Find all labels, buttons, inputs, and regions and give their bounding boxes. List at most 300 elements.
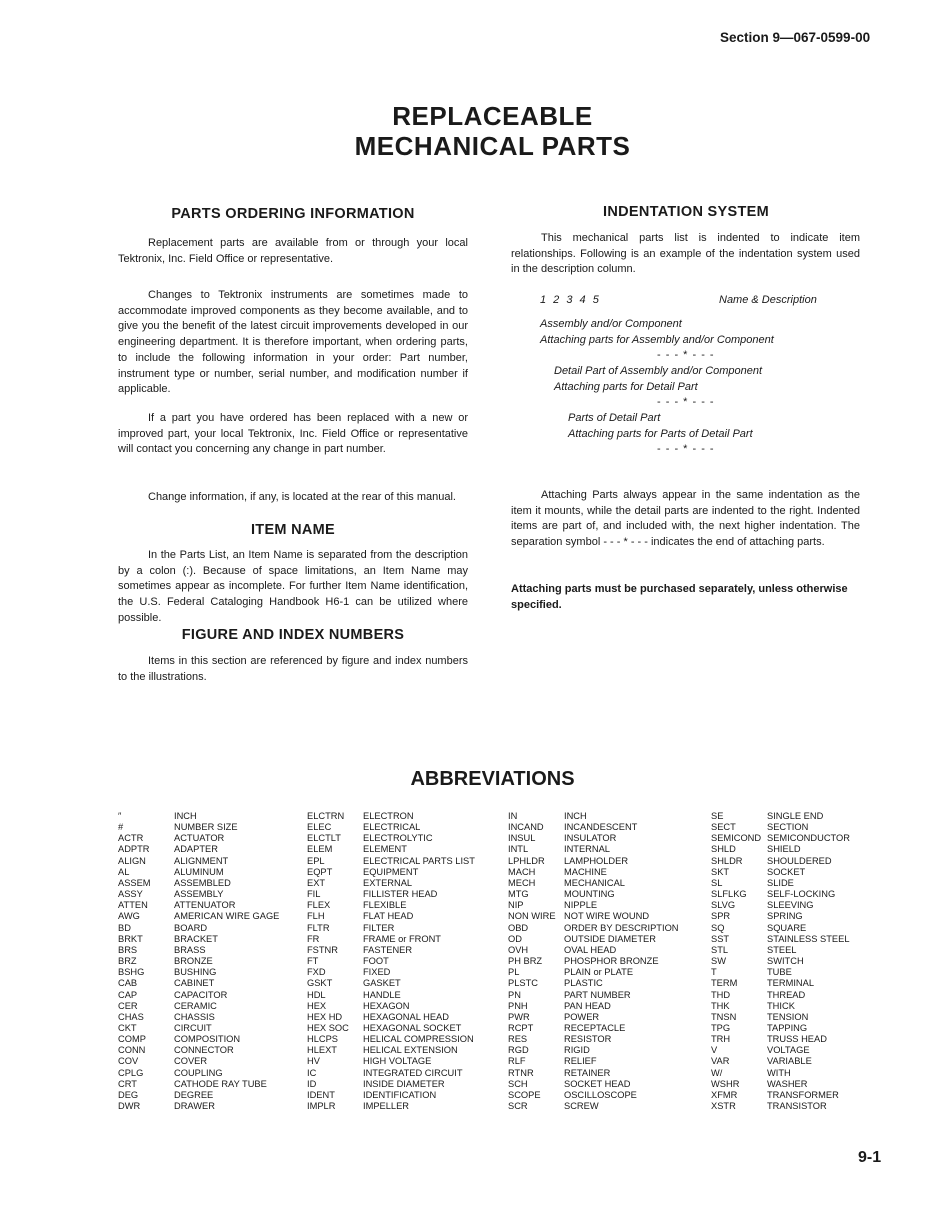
abbreviation-meaning: MACHINE [564, 866, 607, 877]
abbreviation: W/ [711, 1067, 723, 1078]
abbreviation-row [508, 945, 679, 956]
abbreviation: CKT [118, 1022, 137, 1033]
abbreviation: ELEC [307, 822, 332, 833]
abbreviation-row [711, 934, 850, 945]
abbreviation: NIP [508, 900, 524, 911]
abbreviation-meaning: IMPELLER [363, 1101, 409, 1112]
abbreviation-row [118, 889, 279, 900]
abbreviation: MACH [508, 866, 536, 877]
abbreviation: LPHLDR [508, 855, 545, 866]
abbreviation-row [307, 889, 475, 900]
abbreviation-row [508, 822, 679, 833]
abbreviation: COMP [118, 1034, 146, 1045]
abbreviation-meaning: SOCKET HEAD [564, 1078, 631, 1089]
abbreviation: IDENT [307, 1089, 335, 1100]
abbreviation-meaning: ORDER BY DESCRIPTION [564, 922, 679, 933]
abbreviation: BRS [118, 944, 138, 955]
abbreviation: CONN [118, 1045, 146, 1056]
abbreviation: T [711, 967, 717, 978]
abbreviation: OBD [508, 922, 529, 933]
abbreviation-row [508, 1056, 679, 1067]
abbreviation-meaning: FLAT HEAD [363, 911, 414, 922]
abbreviation: RLF [508, 1056, 526, 1067]
abbreviation: ATTEN [118, 900, 148, 911]
abbreviation-row [307, 1101, 475, 1112]
separator-symbol: - - - * - - - [657, 349, 715, 361]
abbreviation: ELEM [307, 844, 333, 855]
abbreviation-meaning: RESISTOR [564, 1034, 612, 1045]
abbreviation-row [307, 956, 475, 967]
page-number: 9-1 [858, 1149, 882, 1166]
abbreviation: IMPLR [307, 1101, 336, 1112]
abbreviation: THK [711, 1000, 730, 1011]
example-line: Parts of Detail Part [568, 412, 661, 424]
abbreviation-meaning: RETAINER [564, 1067, 611, 1078]
abbreviation-meaning: SLIDE [767, 877, 794, 888]
abbreviation-row [118, 934, 279, 945]
abbreviation: ADPTR [118, 844, 150, 855]
abbreviation: MECH [508, 877, 536, 888]
abbreviation: SLVG [711, 900, 736, 911]
abbreviation-meaning: SOCKET [767, 866, 806, 877]
abbreviation-meaning: SPRING [767, 911, 803, 922]
abbreviation-row [307, 911, 475, 922]
abbreviation-row [508, 956, 679, 967]
abbreviation-meaning: POWER [564, 1011, 600, 1022]
abbreviation-row [711, 956, 850, 967]
abbreviation: ID [307, 1078, 317, 1089]
abbreviation-meaning: LAMPHOLDER [564, 855, 629, 866]
abbreviation: DEG [118, 1089, 139, 1100]
abbreviation-meaning: SQUARE [767, 922, 807, 933]
abbreviation-meaning: ADAPTER [174, 844, 218, 855]
abbreviation: PL [508, 967, 520, 978]
abbreviation: VAR [711, 1056, 730, 1067]
abbreviation: HEX HD [307, 1011, 343, 1022]
figure-index-heading: FIGURE AND INDEX NUMBERS [181, 627, 405, 643]
abbreviation: SKT [711, 866, 730, 877]
abbreviations-column [118, 811, 279, 1112]
abbreviation-row [118, 833, 279, 844]
indentation-heading: INDENTATION SYSTEM [603, 204, 769, 220]
abbreviation-row [508, 1101, 679, 1112]
abbreviation-meaning: TAPPING [767, 1022, 808, 1033]
abbreviation: EQPT [307, 866, 333, 877]
abbreviation: SQ [711, 922, 725, 933]
abbreviation: XSTR [711, 1101, 736, 1112]
parts-ordering-paragraph-4: Change information, if any, is located at the rear of this manual. [148, 491, 456, 503]
abbreviation: IC [307, 1067, 317, 1078]
abbreviation-meaning: NUMBER SIZE [174, 822, 238, 833]
abbreviation-meaning: PHOSPHOR BRONZE [564, 956, 659, 967]
abbreviation-row [711, 811, 850, 822]
abbreviation-row [118, 856, 279, 867]
abbreviation-row [307, 923, 475, 934]
abbreviation: MTG [508, 889, 529, 900]
abbreviation-row [307, 844, 475, 855]
abbreviation-meaning: ELEMENT [363, 844, 407, 855]
abbreviation-row [711, 1079, 850, 1090]
abbreviation-meaning: IDENTIFICATION [363, 1089, 437, 1100]
abbreviation-row [118, 990, 279, 1001]
example-name-description: Name & Description [719, 294, 817, 306]
abbreviation-row [307, 1090, 475, 1101]
abbreviation-meaning: THICK [767, 1000, 795, 1011]
abbreviation-row [711, 833, 850, 844]
abbreviation-row [711, 923, 850, 934]
abbreviation-row [711, 911, 850, 922]
abbreviation-row [118, 1001, 279, 1012]
abbreviation-meaning: COUPLING [174, 1067, 223, 1078]
abbreviation-row [118, 1101, 279, 1112]
abbreviation-row [508, 844, 679, 855]
abbreviation-row [118, 911, 279, 922]
abbreviation: COV [118, 1056, 139, 1067]
abbreviation-meaning: WITH [767, 1067, 791, 1078]
abbreviation-meaning: CERAMIC [174, 1000, 217, 1011]
item-name-paragraph: In the Parts List, an Item Name is separated from the description by a colon (:). Because of space limitations, an Item Name may sometimes appear as incomplete. For further Item Name identification, the U.S. Federal Cataloging Handbook H6-1 can be utilized where possible. [118, 549, 468, 624]
abbreviation: FLEX [307, 900, 331, 911]
abbreviation-row [307, 945, 475, 956]
abbreviation-row [508, 878, 679, 889]
abbreviation-meaning: ELECTRICAL [363, 822, 421, 833]
abbreviation: SPR [711, 911, 731, 922]
abbreviation-meaning: COMPOSITION [174, 1034, 241, 1045]
abbreviation-meaning: BUSHING [174, 967, 217, 978]
abbreviation: GSKT [307, 978, 333, 989]
abbreviation: WSHR [711, 1078, 740, 1089]
indentation-intro: This mechanical parts list is indented to indicate item relationships. Following is an example of the indentation system used in the description column. [511, 232, 860, 276]
abbreviation-row [307, 1056, 475, 1067]
abbreviation-row [118, 1034, 279, 1045]
abbreviation-meaning: FRAME or FRONT [363, 933, 441, 944]
abbreviation-row [508, 1034, 679, 1045]
attaching-parts-paragraph: Attaching Parts always appear in the same indentation as the item it mounts, while the detail parts are indented to the right. Indented items are part of, and included with, the next higher indentation. The separation symbol - - - * - - - indicates the end of attaching parts. [511, 489, 860, 549]
abbreviation-meaning: MECHANICAL [564, 877, 625, 888]
abbreviation-row [711, 867, 850, 878]
abbreviation-row [118, 822, 279, 833]
abbreviation: AWG [118, 911, 140, 922]
abbreviation-meaning: THREAD [767, 989, 806, 1000]
item-name-heading: ITEM NAME [250, 522, 336, 538]
abbreviation: OD [508, 933, 522, 944]
abbreviation-meaning: HEXAGONAL HEAD [363, 1011, 449, 1022]
abbreviation-meaning: ASSEMBLED [174, 877, 231, 888]
abbreviation: TERM [711, 978, 738, 989]
abbreviation: XFMR [711, 1089, 738, 1100]
abbreviation: CRT [118, 1078, 137, 1089]
abbreviation: HLEXT [307, 1045, 337, 1056]
abbreviation: ACTR [118, 833, 144, 844]
abbreviation-row [711, 1068, 850, 1079]
abbreviation-row [118, 967, 279, 978]
abbreviation: BD [118, 922, 131, 933]
abbreviations-heading: ABBREVIATIONS [410, 768, 575, 790]
abbreviation-row [711, 856, 850, 867]
abbreviation-row [508, 856, 679, 867]
abbreviation: INSUL [508, 833, 536, 844]
abbreviation-row [711, 945, 850, 956]
abbreviation-meaning: AMERICAN WIRE GAGE [174, 911, 280, 922]
attaching-parts-note: Attaching parts must be purchased separately, unless otherwise specified. [511, 583, 848, 611]
abbreviation: V [711, 1045, 718, 1056]
abbreviation-meaning: NIPPLE [564, 900, 598, 911]
abbreviation: SCOPE [508, 1089, 541, 1100]
abbreviation-meaning: CATHODE RAY TUBE [174, 1078, 267, 1089]
abbreviation-row [711, 1045, 850, 1056]
abbreviation: HDL [307, 989, 326, 1000]
abbreviation-row [711, 1034, 850, 1045]
section-header: Section 9—067-0599-00 [720, 30, 871, 45]
abbreviation-meaning: CIRCUIT [174, 1022, 212, 1033]
abbreviation: TPG [711, 1022, 731, 1033]
abbreviation-row [307, 1012, 475, 1023]
abbreviation: SW [711, 956, 726, 967]
abbreviation: RGD [508, 1045, 529, 1056]
abbreviation: SECT [711, 822, 736, 833]
abbreviation-meaning: MOUNTING [564, 889, 615, 900]
abbreviation: TNSN [711, 1011, 737, 1022]
abbreviation-row [711, 844, 850, 855]
abbreviation-row [307, 967, 475, 978]
abbreviation-row [508, 911, 679, 922]
abbreviation: RTNR [508, 1067, 534, 1078]
abbreviation-row [118, 878, 279, 889]
abbreviation-meaning: PLAIN or PLATE [564, 967, 634, 978]
abbreviation-row [118, 1045, 279, 1056]
abbreviation: PWR [508, 1011, 530, 1022]
abbreviation: ASSY [118, 889, 143, 900]
abbreviation-meaning: PAN HEAD [564, 1000, 611, 1011]
abbreviation: # [118, 822, 124, 833]
abbreviation-row [711, 878, 850, 889]
example-line: Attaching parts for Detail Part [554, 381, 698, 393]
abbreviation-row [711, 1001, 850, 1012]
abbreviation-row [711, 978, 850, 989]
abbreviation-row [307, 856, 475, 867]
abbreviation-meaning: INCH [564, 811, 587, 821]
abbreviation-meaning: HELICAL EXTENSION [363, 1045, 458, 1056]
abbreviation-meaning: COVER [174, 1056, 208, 1067]
abbreviation: NON WIRE [508, 911, 556, 922]
abbreviation: SEMICOND [711, 833, 762, 844]
abbreviation-meaning: HEXAGON [363, 1000, 410, 1011]
abbreviation: RCPT [508, 1022, 534, 1033]
abbreviation-meaning: CHASSIS [174, 1011, 215, 1022]
abbreviation-row [307, 934, 475, 945]
abbreviations-column [508, 811, 679, 1112]
abbreviation: BRZ [118, 956, 137, 967]
abbreviation-meaning: RIGID [564, 1045, 590, 1056]
abbreviation-meaning: SHOULDERED [767, 855, 832, 866]
separator-symbol: - - - * - - - [657, 396, 715, 408]
abbreviation: EXT [307, 877, 326, 888]
abbreviation-meaning: VOLTAGE [767, 1045, 810, 1056]
abbreviation-row [118, 1090, 279, 1101]
abbreviation-row [118, 945, 279, 956]
abbreviation: ELCTLT [307, 833, 341, 844]
abbreviation-meaning: EXTERNAL [363, 877, 413, 888]
abbreviation-row [508, 867, 679, 878]
abbreviation-meaning: ELECTRICAL PARTS LIST [363, 855, 475, 866]
abbreviation-meaning: INTERNAL [564, 844, 610, 855]
abbreviation-row [508, 1079, 679, 1090]
parts-ordering-heading: PARTS ORDERING INFORMATION [171, 206, 415, 222]
abbreviation: BSHG [118, 967, 145, 978]
abbreviation-meaning: RECEPTACLE [564, 1022, 626, 1033]
abbreviation: PNH [508, 1000, 528, 1011]
abbreviation-meaning: TRANSFORMER [767, 1089, 839, 1100]
abbreviation-row [307, 1034, 475, 1045]
abbreviation-meaning: SINGLE END [767, 811, 824, 821]
abbreviation-meaning: INSIDE DIAMETER [363, 1078, 445, 1089]
example-line: Assembly and/or Component [540, 318, 682, 330]
abbreviation-row [118, 956, 279, 967]
abbreviation-meaning: HIGH VOLTAGE [363, 1056, 432, 1067]
abbreviation-row [508, 990, 679, 1001]
abbreviation: CAP [118, 989, 138, 1000]
abbreviation-meaning: WASHER [767, 1078, 808, 1089]
abbreviation: STL [711, 944, 729, 955]
abbreviation-meaning: CONNECTOR [174, 1045, 234, 1056]
abbreviation-meaning: EQUIPMENT [363, 866, 419, 877]
abbreviation-meaning: CABINET [174, 978, 215, 989]
abbreviation-row [711, 1056, 850, 1067]
abbreviation-row [711, 889, 850, 900]
abbreviation-row [307, 900, 475, 911]
abbreviation-row [508, 1001, 679, 1012]
abbreviation: HEX SOC [307, 1022, 349, 1033]
abbreviation-row [508, 978, 679, 989]
abbreviation-row [508, 1068, 679, 1079]
abbreviation-row [508, 889, 679, 900]
abbreviation-row [711, 1023, 850, 1034]
abbreviation-meaning: VARIABLE [767, 1056, 812, 1067]
abbreviation-meaning: GASKET [363, 978, 401, 989]
abbreviation-meaning: SWITCH [767, 956, 804, 967]
abbreviation-meaning: STEEL [767, 944, 797, 955]
abbreviation-row [508, 1012, 679, 1023]
abbreviation-row [711, 1090, 850, 1101]
abbreviation-row [508, 967, 679, 978]
abbreviation-meaning: INCANDESCENT [564, 822, 638, 833]
abbreviation: ELCTRN [307, 811, 345, 821]
abbreviation: FIL [307, 889, 321, 900]
abbreviation: HEX [307, 1000, 327, 1011]
abbreviation-meaning: FIXED [363, 967, 391, 978]
example-line: Attaching parts for Parts of Detail Part [568, 428, 753, 440]
abbreviation: FXD [307, 967, 326, 978]
abbreviation-meaning: DEGREE [174, 1089, 214, 1100]
abbreviation: INTL [508, 844, 529, 855]
abbreviation: SHLDR [711, 855, 743, 866]
abbreviation-meaning: ASSEMBLY [174, 889, 224, 900]
abbreviation-meaning: SECTION [767, 822, 809, 833]
abbreviation-row [711, 822, 850, 833]
abbreviation-meaning: INSULATOR [564, 833, 617, 844]
abbreviation-row [307, 990, 475, 1001]
abbreviation-meaning: FASTENER [363, 944, 413, 955]
abbreviation-row [118, 923, 279, 934]
abbreviation-row [118, 844, 279, 855]
abbreviation-row [508, 1090, 679, 1101]
abbreviation-meaning: ACTUATOR [174, 833, 225, 844]
abbreviation-meaning: FOOT [363, 956, 389, 967]
abbreviation: SL [711, 877, 723, 888]
abbreviation-meaning: TRUSS HEAD [767, 1034, 827, 1045]
abbreviation: EPL [307, 855, 325, 866]
abbreviation-meaning: PART NUMBER [564, 989, 631, 1000]
abbreviation-meaning: ALUMINUM [174, 866, 224, 877]
abbreviation: AL [118, 866, 130, 877]
abbreviation: CER [118, 1000, 138, 1011]
abbreviation-meaning: FLEXIBLE [363, 900, 407, 911]
abbreviation-meaning: ALIGNMENT [174, 855, 229, 866]
example-level-numbers: 1 2 3 4 5 [540, 294, 601, 306]
abbreviation: ALIGN [118, 855, 146, 866]
abbreviation-meaning: TRANSISTOR [767, 1101, 827, 1112]
abbreviation-meaning: ELECTROLYTIC [363, 833, 433, 844]
abbreviation-row [711, 990, 850, 1001]
abbreviation-row [118, 811, 279, 822]
abbreviation-meaning: PLASTIC [564, 978, 603, 989]
abbreviation: CPLG [118, 1067, 144, 1078]
abbreviation: FR [307, 933, 320, 944]
abbreviations-column [711, 811, 850, 1112]
abbreviation-meaning: STAINLESS STEEL [767, 933, 850, 944]
abbreviation: SCH [508, 1078, 528, 1089]
abbreviation-row [508, 811, 679, 822]
abbreviation-row [307, 1068, 475, 1079]
abbreviation: PH BRZ [508, 956, 543, 967]
abbreviation-row [307, 1001, 475, 1012]
abbreviation-row [307, 867, 475, 878]
abbreviation: HV [307, 1056, 320, 1067]
abbreviation: SLFLKG [711, 889, 747, 900]
abbreviation: SHLD [711, 844, 736, 855]
abbreviation: TRH [711, 1034, 731, 1045]
abbreviation: DWR [118, 1101, 141, 1112]
abbreviation-meaning: OSCILLOSCOPE [564, 1089, 637, 1100]
abbreviation-meaning: SELF-LOCKING [767, 889, 836, 900]
abbreviation-row [711, 1101, 850, 1112]
abbreviation-row [508, 1045, 679, 1056]
abbreviation-meaning: TENSION [767, 1011, 809, 1022]
abbreviation-row [711, 900, 850, 911]
abbreviation: FLTR [307, 922, 330, 933]
abbreviation-row [118, 1023, 279, 1034]
separator-symbol: - - - * - - - [657, 443, 715, 455]
abbreviation-meaning: HELICAL COMPRESSION [363, 1034, 474, 1045]
abbreviation: FSTNR [307, 944, 338, 955]
abbreviation-meaning: BOARD [174, 922, 208, 933]
abbreviation-meaning: TUBE [767, 967, 792, 978]
abbreviation: ASSEM [118, 877, 151, 888]
abbreviation: CAB [118, 978, 138, 989]
abbreviation-meaning: SLEEVING [767, 900, 814, 911]
abbreviation: PLSTC [508, 978, 538, 989]
page-title [0, 101, 950, 161]
abbreviation-meaning: TERMINAL [767, 978, 815, 989]
abbreviation-row [508, 1023, 679, 1034]
abbreviation-row [307, 1045, 475, 1056]
abbreviation-meaning: FILTER [363, 922, 395, 933]
abbreviation-row [118, 1056, 279, 1067]
abbreviation-meaning: INTEGRATED CIRCUIT [363, 1067, 463, 1078]
abbreviation-row [307, 978, 475, 989]
abbreviation: IN [508, 811, 518, 821]
abbreviation-meaning: HEXAGONAL SOCKET [363, 1022, 462, 1033]
